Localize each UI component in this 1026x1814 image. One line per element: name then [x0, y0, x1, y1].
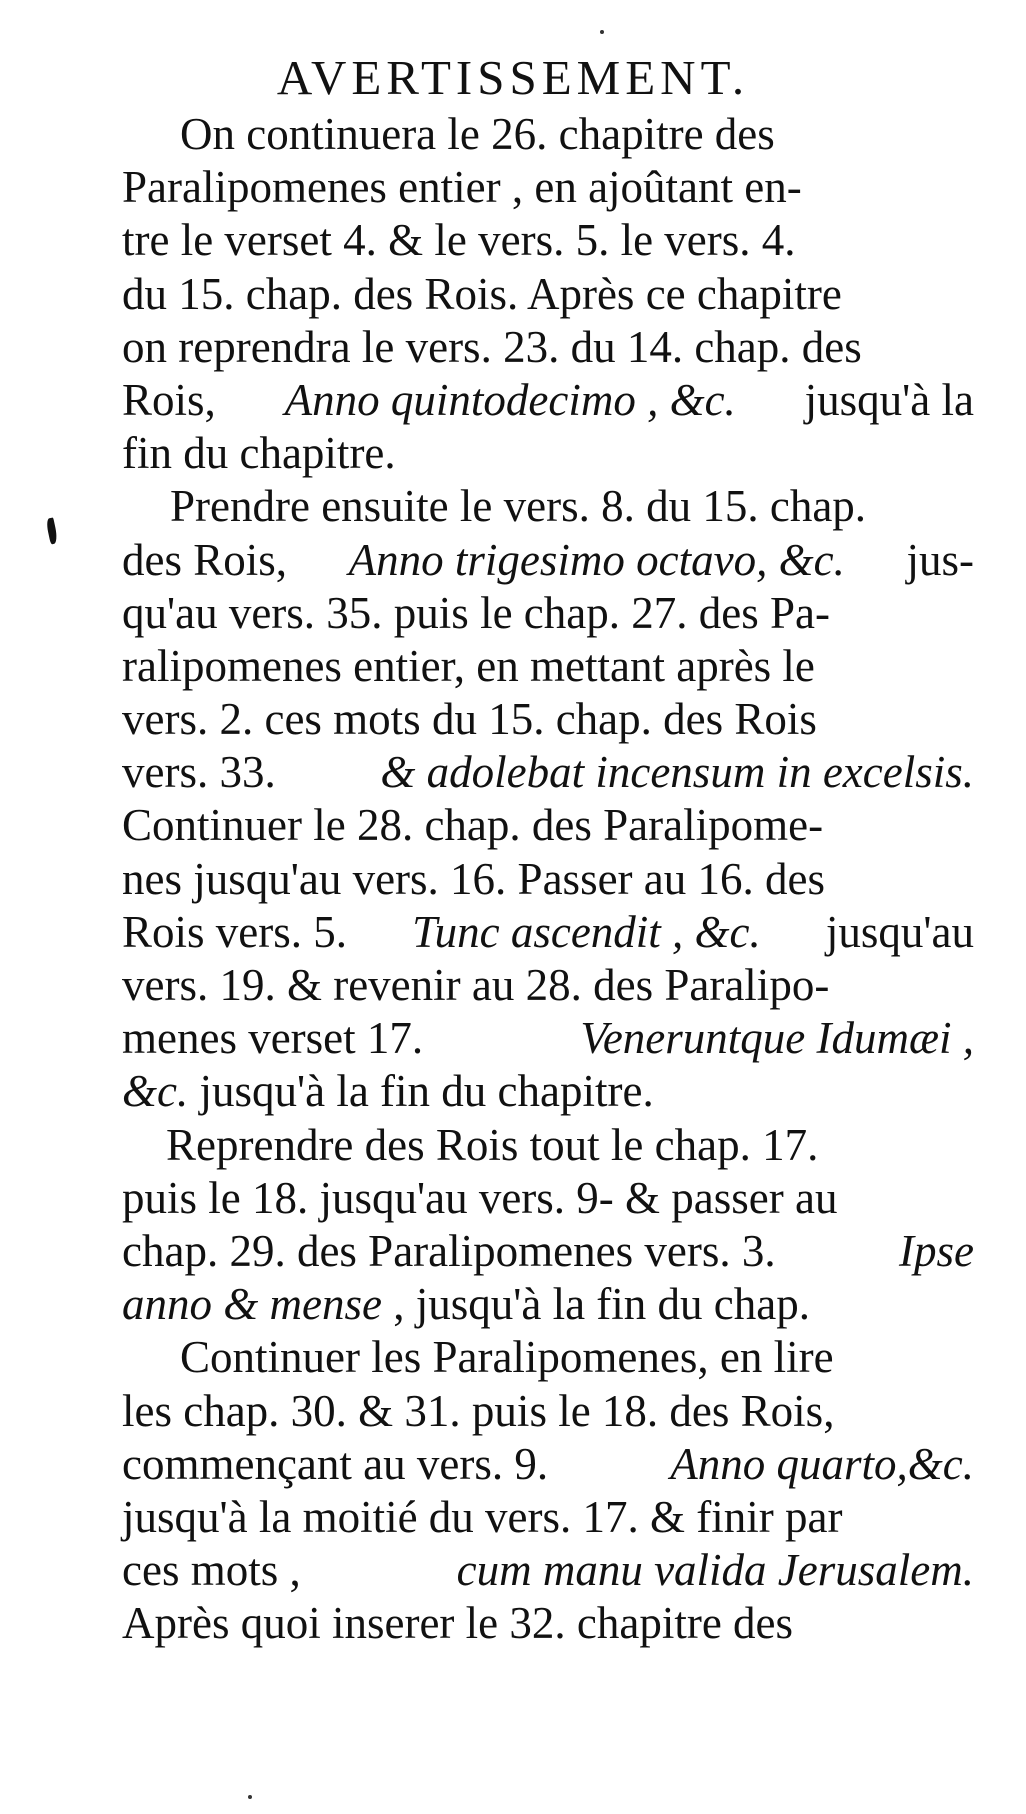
text-segment: Paralipomenes entier , en ajoûtant en- — [122, 162, 802, 213]
text-line — [122, 480, 974, 533]
text-line — [122, 1331, 974, 1384]
text-line — [122, 268, 974, 321]
italic-text: &c. — [122, 1066, 189, 1117]
text-segment: des Rois, — [122, 534, 299, 585]
text-line — [122, 1597, 974, 1650]
text-line — [122, 214, 974, 267]
text-segment: Après quoi inserer le 32. chapitre des — [122, 1598, 794, 1649]
text-line — [122, 374, 974, 427]
text-segment: puis le 18. jusqu'au vers. 9- & passer au — [122, 1172, 838, 1223]
ink-speck — [248, 1795, 252, 1799]
text-line — [122, 1385, 974, 1438]
text-segment: les chap. 30. & 31. puis le 18. des Rois, — [122, 1385, 835, 1436]
text-line — [122, 1491, 974, 1544]
text-segment: On continuera le 26. chapitre des — [180, 109, 775, 159]
text-segment: nes jusqu'au vers. 16. Passer au 16. des — [122, 853, 825, 904]
margin-mark — [45, 517, 58, 544]
text-segment: jusqu'au — [814, 906, 974, 957]
text-line — [122, 1119, 974, 1172]
text-segment: Rois, — [122, 374, 228, 425]
text-segment: vers. 19. & revenir au 28. des Paralipo- — [122, 960, 830, 1010]
text-line — [122, 1012, 974, 1065]
text-segment: , jusqu'à la fin du chap. — [381, 1279, 810, 1330]
text-line — [122, 799, 974, 852]
text-line — [122, 1438, 974, 1491]
text-line — [122, 693, 974, 746]
text-line — [122, 640, 974, 693]
text-segment: Prendre ensuite le vers. 8. du 15. chap. — [170, 481, 867, 532]
italic-text: Ipse — [899, 1225, 974, 1276]
text-line — [122, 587, 974, 640]
text-segment: jusqu'à la fin du chapitre. — [188, 1066, 654, 1117]
text-segment: vers. 33. — [122, 747, 287, 798]
ink-speck — [600, 30, 604, 34]
text-line — [122, 534, 974, 587]
text-segment: ces mots , — [122, 1545, 312, 1596]
page-title: AVERTISSEMENT. — [276, 50, 750, 105]
italic-text: Veneruntque Idumæi , — [580, 1013, 974, 1064]
italic-text: anno & mense — [122, 1279, 382, 1330]
text-line — [122, 1172, 974, 1225]
text-line — [122, 1065, 974, 1118]
italic-text: cum manu valida Jerusalem. — [456, 1545, 974, 1596]
text-line — [122, 746, 974, 799]
text-segment: jusqu'à la moitié du vers. 17. & finir par — [122, 1491, 843, 1542]
text-segment: commençant au vers. 9. — [122, 1438, 560, 1489]
text-line — [122, 1225, 974, 1278]
text-line — [122, 853, 974, 906]
text-segment: qu'au vers. 35. puis le chap. 27. des Pa- — [122, 587, 830, 638]
text-segment: vers. 2. ces mots du 15. chap. des Rois — [122, 694, 817, 745]
text-line — [122, 161, 974, 214]
text-segment: ralipomenes entier, en mettant après le — [122, 640, 815, 691]
text-segment: Reprendre des Rois tout le chap. 17. — [166, 1119, 819, 1170]
italic-text: & adolebat incensum in excelsis. — [380, 747, 974, 798]
text-segment: Continuer le 28. chap. des Paralipome- — [122, 800, 824, 851]
text-line — [122, 108, 974, 161]
italic-text: Anno quarto,&c. — [670, 1438, 974, 1489]
text-line — [122, 906, 974, 959]
text-segment: tre le verset 4. & le vers. 5. le vers. 4. — [122, 215, 796, 266]
italic-text: Anno trigesimo octavo, &c. — [348, 534, 845, 585]
text-line — [122, 321, 974, 374]
text-line — [122, 1544, 974, 1597]
body-text — [122, 108, 974, 1650]
text-segment: jusqu'à la — [793, 374, 974, 425]
text-line — [122, 959, 974, 1012]
text-segment: du 15. chap. des Rois. Après ce chapitre — [122, 268, 842, 319]
text-line — [122, 1278, 974, 1331]
text-segment: chap. 29. des Paralipomenes vers. 3. — [122, 1225, 787, 1276]
italic-text: Anno quintodecimo , &c. — [284, 374, 736, 425]
text-segment: fin du chapitre. — [122, 428, 396, 479]
text-segment: Rois vers. 5. — [122, 906, 359, 957]
text-segment: menes verset 17. — [122, 1013, 435, 1064]
text-segment: on reprendra le vers. 23. du 14. chap. des — [122, 321, 862, 372]
text-segment: Continuer les Paralipomenes, en lire — [180, 1332, 834, 1383]
text-line — [122, 427, 974, 480]
text-segment: jus- — [895, 534, 974, 585]
italic-text: Tunc ascendit , &c. — [412, 906, 761, 957]
